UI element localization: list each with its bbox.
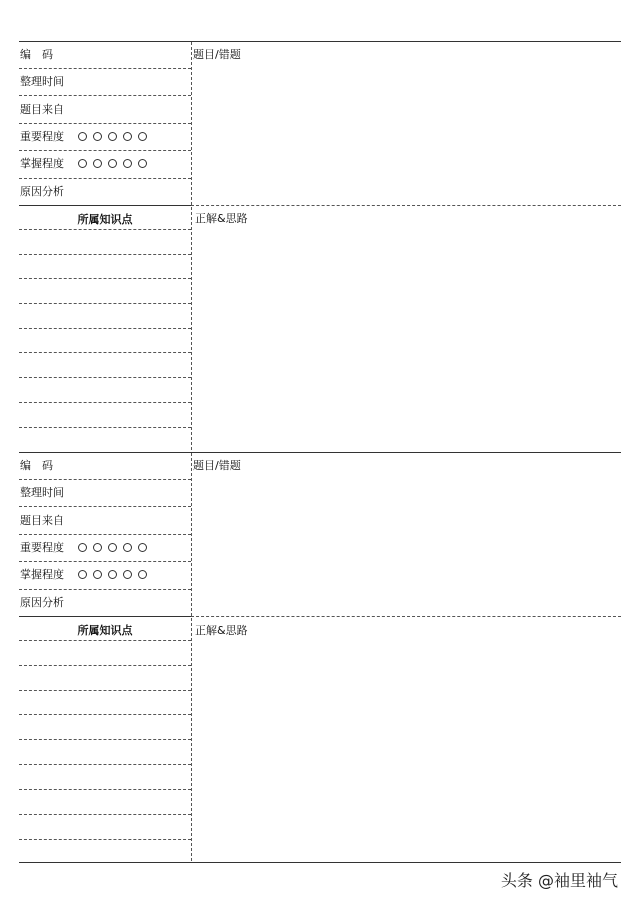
row-divider <box>19 178 191 179</box>
importance-rating[interactable] <box>78 543 147 552</box>
rating-circle-icon[interactable] <box>138 570 147 579</box>
field-time-label: 整理时间 <box>20 75 64 88</box>
knowledge-line[interactable] <box>19 690 191 691</box>
row-divider <box>19 123 191 124</box>
rating-circle-icon[interactable] <box>123 570 132 579</box>
section-top-border <box>19 452 621 453</box>
knowledge-line[interactable] <box>19 377 191 378</box>
question-solution-divider <box>191 205 621 206</box>
rating-circle-icon[interactable] <box>123 132 132 141</box>
field-code-label: 编 码 <box>20 459 53 472</box>
field-source-label: 题目来自 <box>20 514 64 527</box>
field-importance-label: 重要程度 <box>20 541 64 554</box>
knowledge-line[interactable] <box>19 739 191 740</box>
field-reason-label: 原因分析 <box>20 185 64 198</box>
question-label: 题目/错题 <box>193 459 241 472</box>
knowledge-line[interactable] <box>19 714 191 715</box>
section-top-border <box>19 41 621 42</box>
rating-circle-icon[interactable] <box>93 132 102 141</box>
row-divider <box>19 534 191 535</box>
rating-circle-icon[interactable] <box>78 570 87 579</box>
knowledge-line[interactable] <box>19 839 191 840</box>
knowledge-line[interactable] <box>19 640 191 641</box>
knowledge-line[interactable] <box>19 352 191 353</box>
knowledge-line[interactable] <box>19 764 191 765</box>
knowledge-line[interactable] <box>19 229 191 230</box>
question-solution-divider <box>191 616 621 617</box>
row-divider <box>19 68 191 69</box>
mastery-rating[interactable] <box>78 159 147 168</box>
knowledge-line[interactable] <box>19 665 191 666</box>
rating-circle-icon[interactable] <box>108 570 117 579</box>
rating-circle-icon[interactable] <box>108 159 117 168</box>
knowledge-line[interactable] <box>19 402 191 403</box>
knowledge-top-border <box>19 616 191 617</box>
rating-circle-icon[interactable] <box>78 159 87 168</box>
knowledge-line[interactable] <box>19 814 191 815</box>
row-divider <box>19 150 191 151</box>
field-time-label: 整理时间 <box>20 486 64 499</box>
rating-circle-icon[interactable] <box>108 543 117 552</box>
field-reason-label: 原因分析 <box>20 596 64 609</box>
column-divider <box>191 453 192 861</box>
rating-circle-icon[interactable] <box>93 570 102 579</box>
importance-rating[interactable] <box>78 132 147 141</box>
column-divider <box>191 42 192 450</box>
row-divider <box>19 479 191 480</box>
field-mastery-label: 掌握程度 <box>20 568 64 581</box>
knowledge-line[interactable] <box>19 303 191 304</box>
field-mastery-label: 掌握程度 <box>20 157 64 170</box>
rating-circle-icon[interactable] <box>93 159 102 168</box>
rating-circle-icon[interactable] <box>138 543 147 552</box>
knowledge-line[interactable] <box>19 328 191 329</box>
rating-circle-icon[interactable] <box>78 543 87 552</box>
row-divider <box>19 95 191 96</box>
knowledge-line[interactable] <box>19 789 191 790</box>
field-code-label: 编 码 <box>20 48 53 61</box>
rating-circle-icon[interactable] <box>93 543 102 552</box>
row-divider <box>19 589 191 590</box>
rating-circle-icon[interactable] <box>138 132 147 141</box>
knowledge-point-title: 所属知识点 <box>77 213 133 226</box>
solution-label: 正解&思路 <box>195 212 248 225</box>
row-divider <box>19 506 191 507</box>
knowledge-point-title: 所属知识点 <box>77 624 133 637</box>
watermark-text: 头条 @袖里袖气 <box>500 871 618 890</box>
rating-circle-icon[interactable] <box>123 159 132 168</box>
rating-circle-icon[interactable] <box>78 132 87 141</box>
knowledge-line[interactable] <box>19 427 191 428</box>
rating-circle-icon[interactable] <box>108 132 117 141</box>
row-divider <box>19 561 191 562</box>
page-bottom-border <box>19 862 621 863</box>
mastery-rating[interactable] <box>78 570 147 579</box>
knowledge-top-border <box>19 205 191 206</box>
knowledge-line[interactable] <box>19 254 191 255</box>
field-importance-label: 重要程度 <box>20 130 64 143</box>
rating-circle-icon[interactable] <box>138 159 147 168</box>
knowledge-line[interactable] <box>19 278 191 279</box>
solution-label: 正解&思路 <box>195 624 248 637</box>
field-source-label: 题目来自 <box>20 103 64 116</box>
rating-circle-icon[interactable] <box>123 543 132 552</box>
question-label: 题目/错题 <box>193 48 241 61</box>
